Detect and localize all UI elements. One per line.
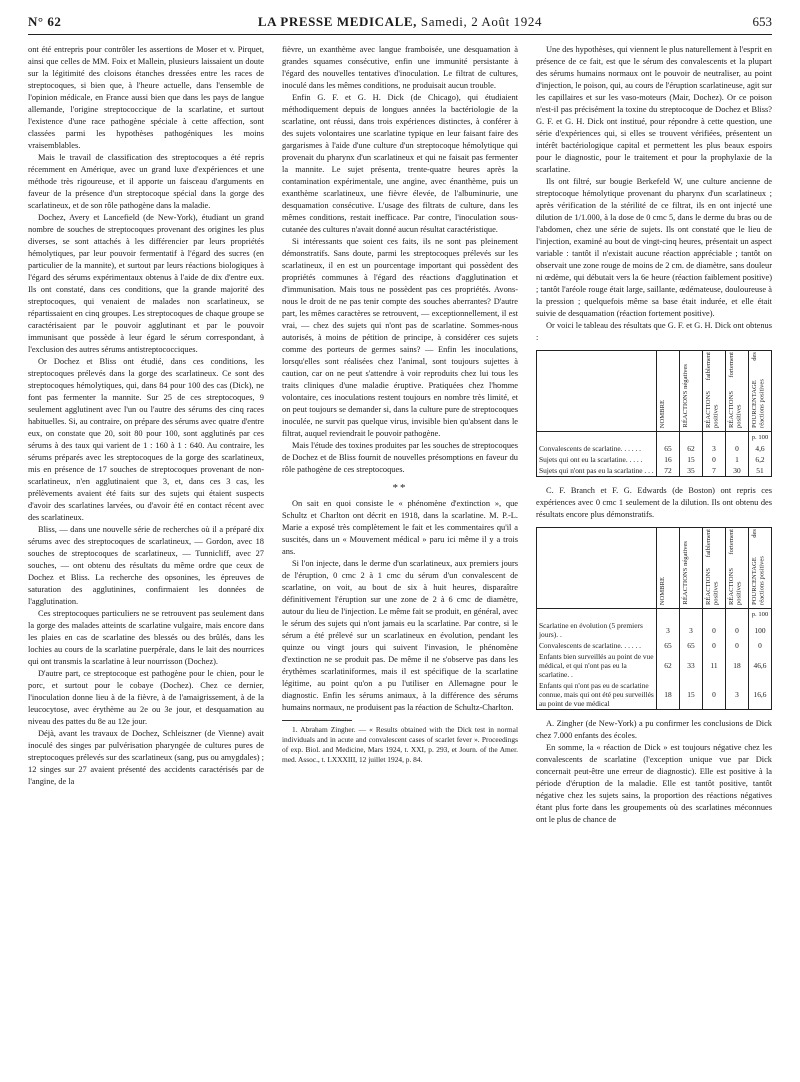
paragraph: ont été entrepris pour contrôler les assertions de Moser et v. Pirquet, ainsi que celles de MM. Foix et Mallein, plusieurs laissaient un doute sur la légitimité des cloisons étanches dressées entre les races de streptocoques, si bien que, à l'heure actuelle, dans l'ensemble de l'opinion médicale, en France aussi bien que dans les pays de langue allemande, l'origine streptococcique de la scarlatine, et surtout l'existence d'une race pathogène spéciale à cette affection, sont classées parmi les hypothèses pathogéniques les moins vraisemblables. [28, 45, 264, 150]
unit-label: p. 100 [749, 432, 772, 444]
table-row: Enfants bien surveillés au point de vue médical, et qui n'ont pas eu la scarlatine. . 62 33 11 18 46,6 [537, 651, 772, 680]
paragraph: Si intéressants que soient ces faits, ils ne sont pas pleinement démonstratifs. Sans doute, parmi les streptocoques prélevés sur les scarlatineux, il en est un pourcentage important qui possèdent des propriétés communes à l'égard des réactions d'agglutination et d'immunisation. Mais tous ne possèdent pas ces propriétés. Avons-nous le droit de ne pas tenir compte des souches aberrantes? D'autre part, les mêmes caractères se retrouvent, — exceptionnellement, il est vrai, — chez des sujets qui n'ont pas de scarlatine. Sommes-nous autorisés, à moins de pétition de principe, à considérer ces sujets comme des porteurs de germes sains? — Enfin les inoculations, lorsqu'elles sont réalisées chez l'animal, sont toujours sujettes à caution, car on ne peut s'attendre à voir reproduits chez lui tous les traits cliniques d'une maladie éruptive. Pratiquées chez l'homme volontaire, ces inoculations restent toujours en nombre très limité, et on peut toujours se demander si, dans la culture pure de streptocoques inoculée, ne survit pas quelque virus, invisible bien qu'absent dans le filtrat, auquel reviendrait le pouvoir pathogène. [282, 237, 518, 438]
table-header-cell: NOMBRE [657, 528, 680, 609]
paragraph: Mais l'étude des toxines produites par les souches de streptocoques de Dochez et de Bliss fournit de nouvelles présomptions en faveur du rôle pathogène de ces streptocoques. [282, 441, 518, 474]
paragraph: Or Dochez et Bliss ont étudié, dans ces conditions, les streptocoques prélevés dans la gorge des scarlatineux. Ce sont des streptocoques hémolytiques, qui, dans 84 pour 100 des cas (Dick), ne font pas fermenter la mannite. Sur 25 de ces streptocoques, 9 seulement agglutinent avec l'un ou l'autre des sérums des cinq races habituelles. Si, au contraire, on prépare des sérums avec quatre d'entre eux, on constate que 20, soit 80 pour 100, sont agglutinés par ces sérums à des taux qui varient de 1 : 160 à 1 : 640. Au contraire, les sérums préparés avec les streptocoques de la gorge des scarlatineux, mis en présence de 17 souches de streptocoques provenant de non-scarlatineux, n'en agglutinaient que 3, et, dans ces 3 cas, les prélèvements avaient été faits sur des sujets qui étaient suspects d'avoir des scarlatines larvées, ou d'avoir été en contact récent avec des scarlatineux. [28, 357, 264, 522]
page-number: 653 [752, 14, 772, 29]
paragraph: Dochez, Avery et Lancefield (de New-York), étudiant un grand nombre de souches de streptocoques provenant des origines les plus diverses, se sont attachés à les différencier par leurs propriétés hémolytiques, par leur pouvoir fermentatif à l'égard des sucres (en particulier de la mannite), et surtout par leurs réactions biologiques à l'égard des sérums expérimentaux obtenus à l'aide de dix d'entre eux. Ils ont constaté, dans ces conditions, que la grande majorité des streptocoques, qui venaient de malades non scarlatineux, se répartissaient en cinq groupes. Les streptocoques de chaque groupe se caractérisaient par le pouvoir agglutinant et par le pouvoir immunisant que possède à leur égard le sérum correspondant, à l'exclusion des autres sérums antistreptococciques. [28, 213, 264, 354]
table-header-cell: RÉACTIONS faiblement positives [703, 528, 726, 609]
paragraph: D'autre part, ce streptocoque est pathogène pour le chien, pour le porc, et surtout pour le cobaye (Dochez). Chez ce dernier, l'inoculation donne lieu à de la fièvre, à de l'amaigrissement, à de la leucocytose, avec érythème au 2e ou 3e jour, et desquamation au niveau des pattes du 8e au 12e jour. [28, 669, 264, 726]
column-left [28, 44, 264, 1070]
journal-title: LA PRESSE MEDICALE, [257, 14, 418, 29]
paragraph: C. F. Branch et F. G. Edwards (de Boston) ont repris ces expériences avec 0 cmc 1 seulement de la dilution. Ils ont obtenu des résultats encore plus démonstratifs. [536, 486, 772, 519]
issue-number: N° 62 [28, 14, 62, 29]
table-row: Convalescents de scarlatine. . . . . . 65 65 0 0 0 [537, 640, 772, 651]
paragraph: fièvre, un exanthème avec langue framboisée, une desquamation à grandes squames consécutive, enfin une immunité persistante à l'égard des nouvelles tentatives d'inoculation. Le filtrat de cultures, inoculé dans les mêmes conditions, ne produisait aucun trouble. [282, 45, 518, 90]
table-header-cell: POURCENTAGE des réactions positives [749, 351, 772, 432]
paragraph: Mais le travail de classification des streptocoques a été repris récemment en Amérique, avec un grand luxe d'expériences et une méthode très rigoureuse, et il apporte un faisceau d'arguments en faveur de la présence d'un streptocoque spécial dans la gorge des scarlatineux, et de son rôle pathogène dans la maladie. [28, 153, 264, 210]
table-unit-row [537, 432, 772, 444]
paragraph: Bliss, — dans une nouvelle série de recherches où il a préparé dix sérums avec des streptocoques de scarlatineux, — Gordon, avec 18 souches de streptocoques de scarlatineux, — Tunnicliff, avec 27 souches, — ont obtenu des résultats du même ordre que ceux de Dochez et Bliss. La recherche des opsonines, les épreuves de saturation des agglutinines, confirmaient les données de l'agglutination. [28, 525, 264, 606]
results-table-branch-edwards [536, 527, 772, 710]
table-header-cell: NOMBRE [657, 351, 680, 432]
paragraph: Ils ont filtré, sur bougie Berkefeld W, une culture ancienne de streptocoque hémolytique provenant du pharynx d'un scarlatineux ; après vérification de la stérilité de ce filtrat, ils en ont injecté une dilution de 1/1.000, à la dose de 0 cmc 5, dans le derme du bras ou de l'abdomen, chez une série de sujets. Ils ont constaté que le lieu de l'injection, examiné au bout de vingt-cinq heures, présentait un aspect variable : tantôt il n'existait aucune réaction appréciable ; tantôt on observait une zone rouge de moins de 2 cm. de diamètre, sans douleur ni œdème, qui débutait vers la 6e heure (réaction faiblement positive) ; tantôt l'aréole rouge était large, saillante, œdémateuse, douloureuse à la pression ; quelquefois même sa base était indurée, et elle était suivie de desquamation (réaction fortement positive). [536, 177, 772, 318]
table-header-cell: POURCENTAGE des réactions positives [749, 528, 772, 609]
section-separator: ** [392, 482, 408, 494]
paragraph: Ces streptocoques particuliers ne se retrouvent pas seulement dans la gorge des malades atteints de scarlatine vulgaire, mais encore dans les plaies en cas de scarlatine des blessés ou des brûlés, dans les lochies au cours de la scarlatine puerpérale, dans le lait des nourrices qui ont transmis la scarlatine à leur nourrisson (Dochez). [28, 609, 264, 666]
column-right [536, 44, 772, 1070]
footnote: 1. Abraham Zingher. — « Results obtained with the Dick test in normal individuals and in acute and convalescent cases of scarlet fever ». Proceedings of exp. Biol. and Medicine, Mars 1924, t. XXI, p. 293, et Journ. of the Amer. med. Assoc., t. LXXXIII, 12 juillet 1924, p. 84. [282, 725, 518, 764]
running-title [28, 14, 772, 30]
paragraph: Une des hypothèses, qui viennent le plus naturellement à l'esprit en présence de ce fait, est que le sérum des convalescents et la plupart des sérums humains normaux ont le pouvoir de neutraliser, au point d'injection, le poison, qui, au cours de l'éruption scarlatineuse, agit sur les capillaires et sur les vaso-moteurs (Mair, Dochez). Or ce poison n'est-il pas précisément la toxine du streptocoque de Dochez et Bliss? G. F. et G. H. Dick ont institué, pour répondre à cette question, une série d'expériences qui, si elles se trouvent vérifiées, présentent un intérêt bactériologique capital et permettent les plus beaux espoirs pour le diagnostic, pour le traitement et pour la prophylaxie de la scarlatine. [536, 45, 772, 174]
paragraph: Enfin G. F. et G. H. Dick (de Chicago), qui étudiaient méthodiquement depuis de longues années la bactériologie de la scarlatine, ont réussi, dans trois expériences distinctes, à conférer à des sujets volontaires une scarlatine typique en leur faisant faire des gargarismes à l'aide d'une culture d'un streptocoque hémolytique qui provenait du pharynx d'un scarlatineux et qui ne faisait pas fermenter la mannite. Le sujet présenta, trente-quatre heures après la contamination expérimentale, une angine, avec énanthème, puis un exanthème scarlatineux, une fièvre élevée, de l'albuminurie, une desquamation consécutive. L'usage des filtrats de culture, dans les mêmes conditions, restait inefficace. Par contre, l'inoculation sous-cutanée des cultures n'avait donné aucun résultat caractéristique. [282, 93, 518, 234]
paragraph: Or voici le tableau des résultats que G. F. et G. H. Dick ont obtenus : [536, 321, 772, 342]
paragraph: A. Zingher (de New-York) a pu confirmer les conclusions de Dick chez 7.000 enfants des écoles. [536, 719, 772, 740]
table-unit-row [537, 609, 772, 621]
table-header-cell: RÉACTIONS fortement positives [726, 528, 749, 609]
paragraph: En somme, la « réaction de Dick » est toujours négative chez les convalescents de scarlatine (l'exception unique vue par Dick concernait peut-être une erreur de diagnostic). Elle est positive à la période d'éruption de la maladie. Elle est tantôt positive, tantôt négative chez les sujets sains, la proportion des réactions négatives étant plus forte dans les groupements où des scarlatines méconnues ont le plus de chance de [536, 743, 772, 824]
table-header-cell [537, 528, 657, 609]
table-header-cell: RÉACTIONS négatives [680, 351, 703, 432]
paragraph: On sait en quoi consiste le « phénomène d'extinction », que Schultz et Charlton ont décrit en 1918, dans la scarlatine. M. P.-L. Marie a exposé très complètement le fait et les commentaires qu'il a suscités, dans un « Mouvement médical » paru ici même il y a trois ans. [282, 499, 518, 556]
table-header-row [537, 528, 772, 609]
table-row: Enfants qui n'ont pas eu de scarlatine connue, mais qui ont été peu surveillés au point de vue médical 18 15 0 3 16,6 [537, 680, 772, 710]
paragraph: Si l'on injecte, dans le derme d'un scarlatineux, aux premiers jours de l'éruption, 0 cmc 2 à 1 cmc du sérum d'un convalescent de scarlatine, on voit, au bout de six à huit heures, disparaître définitivement l'éruption sur une zone de 2 à 6 cmc de diamètre, autour du lieu de l'injection. Le même fait se produit, en général, avec le sérum des sujets qui n'ont jamais eu la scarlatine. Par contre, si le sérum a été prélevé sur un scarlatineux en évolution, pendant les quinze ou vingt jours qui suivent l'invasion, le phénomène d'extinction ne se produit pas. De même il ne s'observe pas dans les érythèmes scarlatiniformes, mais il est spécifique de la scarlatine légitime, au point qu'on a pu l'utiliser en Allemagne pour le diagnostic. Enfin les sérums animaux, à la différence des sérums humains normaux, ne produisent pas la réaction de Schultz-Charlton. [282, 559, 518, 712]
column-middle [282, 44, 518, 1070]
table-header-row [537, 351, 772, 432]
table-header-cell: RÉACTIONS fortement positives [726, 351, 749, 432]
paragraph: Déjà, avant les travaux de Dochez, Schleiszner (de Vienne) avait inoculé des singes par pulvérisation pharyngée de cultures pures de streptocoques prélevés sur des scarlatineux (sang, pus ou amygdales) ; 12 singes sur 27 avaient présenté des accidents caractérisés par de l'angine, de la [28, 729, 264, 786]
unit-label: p. 100 [749, 609, 772, 621]
footnote-rule [282, 720, 352, 721]
table-row: Sujets qui n'ont pas eu la scarlatine . . . 72 35 7 30 51 [537, 465, 772, 477]
table-row: Scarlatine en évolution (5 premiers jours). . 3 3 0 0 100 [537, 620, 772, 640]
table-row: Convalescents de scarlatine. . . . . . 65 62 3 0 4,6 [537, 443, 772, 454]
page-header [28, 14, 772, 35]
table-header-cell [537, 351, 657, 432]
issue-date: Samedi, 2 Août 1924 [420, 14, 543, 29]
table-header-cell: RÉACTIONS négatives [680, 528, 703, 609]
results-table-dick [536, 350, 772, 477]
table-row: Sujets qui ont eu la scarlatine. . . . . 16 15 0 1 6,2 [537, 454, 772, 465]
table-header-cell: RÉACTIONS faiblement positives [703, 351, 726, 432]
